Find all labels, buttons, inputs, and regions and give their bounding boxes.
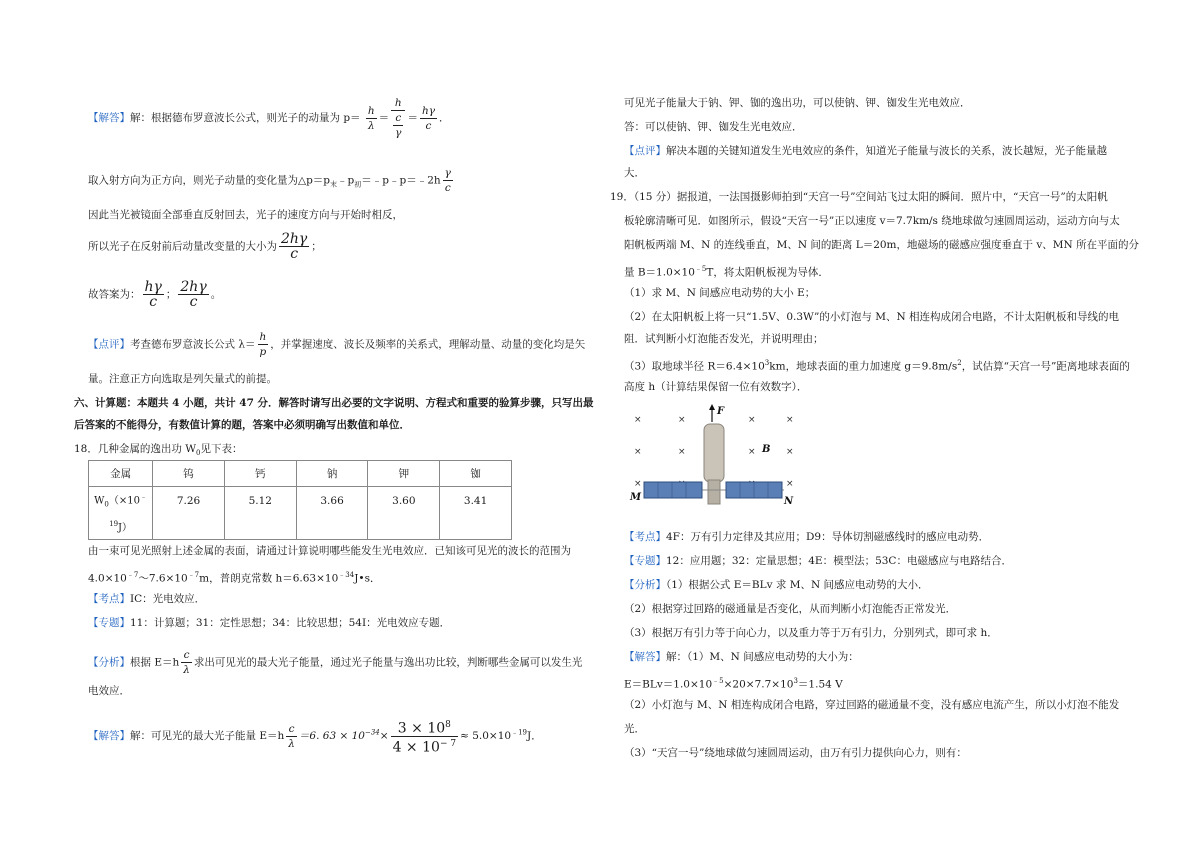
num: c: [393, 111, 403, 126]
table-header-cell: 金属: [89, 461, 153, 487]
label-B: B: [762, 444, 771, 455]
num: c: [181, 648, 192, 663]
sup: ﹣5: [712, 677, 724, 685]
cross-mark: ×: [634, 415, 642, 425]
text: E＝BLv＝1.0×10: [624, 678, 713, 691]
q19-jieda-eq: [624, 674, 843, 692]
text: 3 × 10: [397, 720, 446, 737]
text: km，地球表面的重力加速度 g＝9.8m/s: [769, 360, 958, 373]
q19-kaodian: [624, 530, 989, 544]
text: IC：光电效应．: [130, 593, 206, 605]
q18-zhuanti: [88, 616, 450, 630]
text: ﹣p: [337, 174, 355, 187]
solar-panel-left: [644, 482, 702, 498]
text: ≈ 5.0×10: [460, 730, 512, 743]
work-function-table: [88, 460, 512, 540]
table-header-cell: 铷: [440, 461, 512, 487]
text: 4 × 10: [392, 739, 440, 756]
cross-mark: ×: [786, 447, 794, 457]
text: ×20×7.7×10: [723, 678, 794, 691]
sup: −34: [364, 728, 380, 737]
text: ＝﹣p﹣p＝﹣2h: [361, 174, 441, 187]
fenxi-tag: 【分析】: [624, 579, 666, 591]
text: J．: [527, 730, 542, 743]
end: 。: [210, 288, 222, 301]
times: ×: [379, 730, 389, 743]
table-header-cell: 钠: [296, 461, 368, 487]
q18-dianping-line2: 大．: [624, 167, 645, 179]
text: 取入射方向为正方向，则光子动量的变化量为△p＝p: [88, 174, 331, 187]
sup: 3: [764, 359, 770, 367]
q17-answer-line3: 因此当光被镜面全部垂直反射回去，光子的速度方向与开始时相反，: [88, 209, 403, 221]
fraction-h-over-lambda: [366, 104, 377, 133]
text: 考查德布罗意波长公式 λ＝: [130, 338, 256, 351]
fraction-gamma-over-c: [443, 166, 453, 195]
comment-tag: 【点评】: [88, 338, 130, 351]
table-header-cell: 钨: [153, 461, 225, 487]
den: [391, 737, 459, 755]
section6-heading-line1: 六、计算题：本题共 4 小题，共计 47 分．解答时请写出必要的文字说明、方程式和重要的验算步骤，只写出最: [74, 397, 594, 409]
zhuanti-tag: 【专题】: [624, 555, 666, 567]
r-line2: 答：可以使钠、钾、铷发生光电效应．: [624, 121, 803, 133]
text: m，普朗克常数 h＝6.63×10: [199, 572, 339, 585]
q18-body-line2: [88, 568, 380, 586]
cross-mark: ×: [634, 479, 642, 489]
cross-mark: ×: [678, 447, 686, 457]
den: c: [149, 294, 158, 310]
fraction-c-over-lambda: [286, 722, 297, 751]
fraction-2hgamma-over-c: [279, 232, 309, 261]
q19-jieda-line3: 光．: [624, 723, 645, 735]
sup: ﹣7: [126, 571, 139, 579]
q19-jieda-line2: （2）小灯泡与 M、N 相连构成闭合电路，穿过回路的磁通量不变，没有感应电流产生，所以小灯泡不能发: [624, 699, 1120, 711]
den: c: [189, 294, 198, 310]
table-header-cell: 钙: [224, 461, 296, 487]
q17-answer-line2: [88, 166, 455, 195]
num: c: [286, 722, 297, 737]
q18-body-line1: 由一束可见光照射上述金属的表面，请通过计算说明哪些能发生光电效应．已知该可见光的波长的范围为: [88, 545, 571, 557]
text: 故答案为：: [88, 288, 141, 301]
table-cell: 3.41: [440, 487, 512, 540]
num: 2hγ: [281, 231, 308, 247]
den: λ: [183, 664, 190, 676]
q19-part1: （1）求 M、N 间感应电动势的大小 E；: [624, 287, 816, 299]
q19-fenxi-line2: （2）根据穿过回路的磁通量是否变化，从而判断小灯泡能否正常发光．: [624, 603, 957, 615]
q18-jieda: [88, 718, 542, 754]
fraction-hgamma-over-c: [143, 280, 164, 309]
station-module: [708, 480, 720, 504]
zhuanti-tag: 【专题】: [88, 617, 130, 629]
fraction-h-over-c-over-gamma: [391, 96, 405, 140]
den: λ: [367, 119, 375, 132]
q17-answer-line4: [88, 232, 322, 261]
q19-part3-line1: [624, 356, 1130, 374]
text: （×10: [108, 495, 140, 507]
text: T，将太阳帆板视为导体．: [706, 266, 829, 279]
text: 4F：万有引力定律及其应用；D9：导体切割磁感线时的感应电动势．: [666, 531, 990, 543]
den: p: [259, 346, 267, 358]
label-M: M: [630, 492, 642, 503]
text: 量 B＝1.0×10: [624, 266, 695, 279]
fraction-2hgamma-over-c: [178, 280, 208, 309]
text: ～7.6×10: [138, 572, 188, 585]
text: ＝6. 63 × 10: [298, 730, 365, 743]
text: 解：可见光的最大光子能量 E＝h: [130, 730, 285, 743]
q19-line4: [624, 262, 829, 280]
fraction-h-over-p: [258, 330, 269, 359]
fraction-3e8-over-4e-7: [391, 718, 459, 754]
table-cell: 3.60: [368, 487, 440, 540]
text: （1）根据公式 E＝BLv 求 M、N 间感应电动势的大小．: [666, 579, 929, 591]
fraction-c-over-lambda: [181, 648, 192, 677]
den: γ: [395, 127, 402, 139]
q19-zhuanti: [624, 554, 1012, 568]
jieda-tag: 【解答】: [88, 730, 130, 743]
arrow-head-icon: [709, 404, 715, 410]
table-cell: 3.66: [296, 487, 368, 540]
den: [391, 111, 405, 140]
text: 根据 E＝h: [130, 656, 180, 669]
q18-kaodian: [88, 592, 205, 606]
q18-fenxi-line2: 电效应．: [88, 685, 130, 697]
table-row: [89, 487, 512, 540]
q19-part2-line1: （2）在太阳帆板上将一只“1.5V、0.3W”的小灯泡与 M、N 相连构成闭合电路，不计太阳帆板和导线的电: [624, 311, 1119, 323]
cross-mark: ×: [748, 447, 756, 457]
text: 所以光子在反射前后动量改变量的大小为: [88, 240, 277, 253]
sup: 19: [109, 520, 119, 529]
sup: 2: [957, 359, 962, 367]
table-header-cell: 钾: [368, 461, 440, 487]
text: 求出可见光的最大光子能量，通过光子能量与逸出功比较，判断哪些金属可以发生光: [193, 656, 583, 669]
space-station-figure: [624, 402, 804, 512]
sup: 3: [793, 677, 798, 685]
cross-mark: ×: [678, 415, 686, 425]
den: c: [290, 246, 299, 262]
num: h: [367, 104, 375, 117]
inner-frac: [393, 111, 403, 140]
q19-part3-line2: 高度 h（计算结果保留一位有效数字）．: [624, 381, 808, 393]
jieda-tag: 【解答】: [624, 651, 666, 663]
sub: 末: [330, 180, 338, 189]
end: ．: [439, 112, 450, 124]
text: 解：（1）M、N 间感应电动势的大小为：: [666, 651, 859, 663]
cross-mark: ×: [748, 415, 756, 425]
q19-line3: 阳帆板两端 M、N 的连线垂直，M、N 间的距离 L＝20m，地磁场的磁感应强度垂直于 v、MN 所在平面的分: [624, 239, 1140, 251]
text: 解决本题的关键知道发生光电效应的条件，知道光子能量与波长的关系，波长越短，光子能量越: [666, 145, 1107, 157]
sup: ﹣7: [187, 571, 200, 579]
q17-answer-line1: [88, 96, 450, 140]
q19-part2-line2: 阻．试判断小灯泡能否发光，并说明理由；: [624, 333, 824, 345]
text: W: [94, 495, 105, 507]
sub: 初: [354, 180, 362, 189]
q19-line1: 19．（15 分）据报道，一法国摄影师拍到“天宫一号”空间站飞过太阳的瞬间．照片中，“天宫一号”的太阳帆: [610, 191, 1108, 203]
num: [391, 718, 459, 737]
cross-mark: ×: [786, 479, 794, 489]
q19-fenxi-line1: [624, 578, 929, 592]
eq: ＝: [407, 112, 418, 124]
sup: 8: [445, 720, 451, 730]
sup: − 7: [439, 738, 457, 749]
den: λ: [288, 737, 295, 750]
num: h: [391, 96, 405, 111]
text: 12：应用题；32：定量思想；4E：模型法；53C：电磁感应与电路结合．: [666, 555, 1012, 567]
text: 11：计算题；31：定性思想；34：比较思想；54I：光电效应专题．: [130, 617, 451, 629]
sub: 0: [196, 449, 201, 458]
den: c: [425, 119, 432, 132]
table-cell: 7.26: [153, 487, 225, 540]
num: hγ: [144, 279, 162, 295]
text: （3）取地球半径 R＝6.4×10: [624, 360, 765, 373]
text: ＝1.54 V: [797, 678, 843, 691]
label-N: N: [784, 496, 794, 507]
end: ；: [311, 240, 322, 253]
q19-jieda-line1: [624, 650, 859, 664]
table-row-label: [89, 487, 153, 540]
answer-tag: 【解答】: [88, 112, 130, 124]
cross-mark: ×: [634, 447, 642, 457]
eq: ＝: [378, 112, 390, 124]
sup: ﹣5: [694, 265, 707, 273]
text: ，并掌握速度、波长及频率的关系式，理解动量、动量的变化均是矢: [270, 338, 586, 351]
text: 见下表：: [200, 443, 243, 455]
dianping-tag: 【点评】: [624, 145, 666, 157]
table-header-row: [89, 461, 512, 487]
station-body: [704, 424, 724, 482]
r-line1: 可见光子能量大于钠、钾、铷的逸出功，可以使钠、钾、铷发生光电效应．: [624, 97, 971, 109]
num: h: [259, 331, 267, 343]
table-cell: 5.12: [224, 487, 296, 540]
q17-comment-line1: [88, 330, 585, 359]
den: c: [444, 182, 451, 194]
cross-mark: ×: [786, 415, 794, 425]
text: ，试估算“天宫一号”距离地球表面的: [961, 360, 1130, 373]
kaodian-tag: 【考点】: [624, 531, 666, 543]
q19-line2: 板轮廓清晰可见．如图所示，假设“天宫一号”正以速度 v＝7.7km/s 绕地球做匀速圆周运动，运动方向与太: [624, 215, 1120, 227]
q17-comment-line2: 量。注意正方向选取是列矢量式的前提。: [88, 373, 277, 385]
sub: 0: [104, 500, 109, 509]
num: γ: [444, 167, 451, 179]
text: J•s．: [354, 572, 381, 585]
sup: ﹣19: [511, 728, 527, 737]
q19-jieda-line4: （3）“天宫一号”绕地球做匀速圆周运动，由万有引力提供向心力，则有：: [624, 747, 967, 759]
fenxi-tag: 【分析】: [88, 656, 130, 669]
q18-title: [74, 442, 242, 460]
label-F: F: [717, 406, 725, 417]
sep: ；: [165, 288, 177, 301]
q17-answer-line5: [88, 280, 221, 309]
q18-dianping: [624, 144, 1107, 158]
q19-fenxi-line3: （3）根据万有引力等于向心力，以及重力等于万有引力，分别列式，即可求 h．: [624, 627, 998, 639]
sup: ﹣: [140, 493, 147, 501]
num: hγ: [421, 104, 435, 117]
fraction-hgamma-over-c: [420, 104, 437, 133]
sup: ﹣34: [338, 571, 355, 579]
text: 4.0×10: [88, 572, 127, 585]
text: 18．几种金属的逸出功 W: [74, 443, 196, 455]
text: 解：根据德布罗意波长公式，则光子的动量为 p＝: [130, 112, 361, 124]
num: 2hγ: [180, 279, 207, 295]
section6-heading-line2: 后答案的不能得分，有数值计算的题，答案中必须明确写出数值和单位．: [74, 419, 410, 431]
text: J）: [118, 522, 133, 534]
q18-fenxi-line1: [88, 648, 582, 677]
kaodian-tag: 【考点】: [88, 593, 130, 605]
